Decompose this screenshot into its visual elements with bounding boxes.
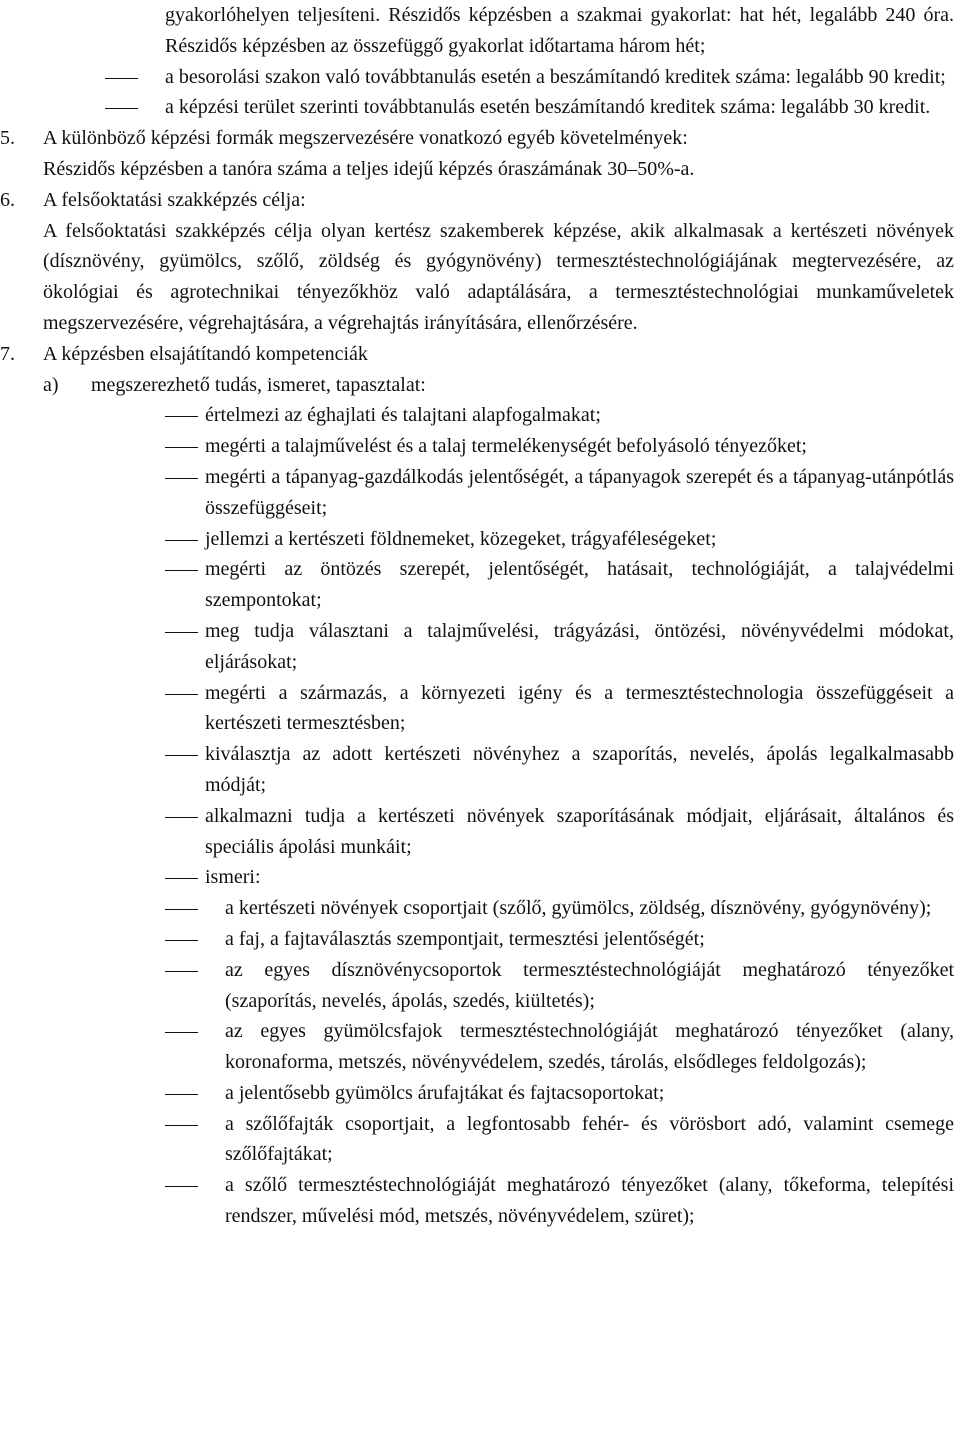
section-5-heading — [0, 123, 954, 154]
list-item-text: ismeri: — [205, 866, 261, 889]
list-item — [43, 1109, 954, 1171]
intro-text: gyakorlóhelyen teljesíteni. Részidős képzésben a szakmai gyakorlat: hat hét, legalább 240 óra. Részidős képzésben az összefüggő gyakorlat időtartama három hét; — [165, 4, 954, 57]
list-item-text: az egyes gyümölcsfajok termesztéstechnológiáját meghatározó tényezőket (alany, koronaforma, metszés, növényvédelem, szedés, tárolás, elsődleges feldolgozás); — [225, 1020, 954, 1074]
list-item — [43, 62, 954, 93]
list-item — [43, 739, 954, 801]
list-item — [43, 400, 954, 431]
list-item — [43, 462, 954, 524]
list-item — [43, 924, 954, 955]
list-item — [43, 1016, 954, 1078]
section-title: A képzésben elsajátítandó kompetenciák — [43, 342, 368, 365]
list-item-text: alkalmazni tudja a kertészeti növények szaporításának módjait, eljárásait, általános és speciális ápolási munkáit; — [205, 804, 954, 858]
list-item — [43, 1170, 954, 1232]
list-item-text: megérti a talajművelést és a talaj termelékenységét befolyásoló tényezőket; — [205, 435, 807, 458]
list-item — [43, 431, 954, 462]
subsection-label: a) — [43, 373, 59, 396]
list-item — [43, 893, 954, 924]
list-item-text: a jelentősebb gyümölcs árufajtákat és fajtacsoportokat; — [225, 1081, 665, 1104]
list-item-text: az egyes dísznövénycsoportok termesztéstechnológiáját meghatározó tényezőket (szaporítás, nevelés, ápolás, szedés, kiültetés); — [225, 958, 954, 1012]
list-item-text: értelmezi az éghajlati és talajtani alapfogalmakat; — [205, 404, 601, 427]
section-number: 7. — [0, 342, 15, 365]
list-item — [43, 862, 954, 893]
list-item-text: a szőlő termesztéstechnológiáját meghatározó tényezőket (alany, tőkeforma, telepítési rendszer, művelési mód, metszés, növényvédelem, szüret); — [225, 1174, 954, 1228]
section-6-heading — [0, 185, 954, 216]
section-6-text: A felsőoktatási szakképzés célja olyan kertész szakemberek képzése, akik alkalmasak a kertészeti növények (dísznövény, gyümölcs, szőlő, zöldség és gyógynövény) termesztéstechnológiájának megtervezésére, az ökológiai és agrotechnikai tényezőkhöz való adaptálására, a termesztéstechnológiai munkaműveletek megszervezésére, végrehajtására, a végrehajtás irányítására, ellenőrzésére. — [43, 219, 954, 334]
list-item-text: a képzési terület szerinti továbbtanulás esetén beszámítandó kreditek száma: legalább 30 kredit. — [165, 96, 931, 119]
list-item — [43, 554, 954, 616]
section-5-text: Részidős képzésben a tanóra száma a teljes idejű képzés óraszámának 30–50%-a. — [43, 157, 695, 180]
list-item-text: a kertészeti növények csoportjait (szőlő, gyümölcs, zöldség, dísznövény, gyógynövény); — [225, 897, 932, 920]
list-item-text: meg tudja választani a talajművelési, trágyázási, öntözési, növényvédelmi módokat, eljárásokat; — [205, 619, 954, 673]
section-7-heading — [0, 339, 954, 370]
list-item — [43, 92, 954, 123]
list-item-text: kiválasztja az adott kertészeti növényhez a szaporítás, nevelés, ápolás legalkalmasabb módját; — [205, 743, 954, 796]
list-item — [43, 678, 954, 740]
subsection-title: megszerezhető tudás, ismeret, tapasztalat: — [91, 373, 426, 396]
list-item — [43, 955, 954, 1017]
list-item-text: megérti a tápanyag-gazdálkodás jelentőségét, a tápanyagok szerepét és a tápanyag-utánpótlás összefüggéseit; — [205, 465, 954, 519]
ismeri-list — [43, 893, 954, 1232]
list-item-text: a besorolási szakon való továbbtanulás esetén a beszámítandó kreditek száma: legalább 90 kredit; — [165, 65, 946, 88]
list-item-text: megérti a származás, a környezeti igény és a termesztéstechnologia összefüggéseit a kertészeti termesztésben; — [205, 681, 954, 735]
list-item — [43, 1078, 954, 1109]
subsection-a-heading — [43, 370, 954, 401]
list-item-text: a szőlőfajták csoportjait, a legfontosabb fehér- és vörösbort adó, valamint csemege szőlőfajtákat; — [225, 1112, 954, 1166]
section-title: A különböző képzési formák megszervezésére vonatkozó egyéb követelmények: — [43, 127, 688, 150]
competency-list — [43, 400, 954, 893]
list-item — [43, 616, 954, 678]
list-item — [43, 801, 954, 863]
list-item-text: a faj, a fajtaválasztás szempontjait, termesztési jelentőségét; — [225, 927, 705, 950]
intro-paragraph — [43, 0, 954, 62]
list-item-text: megérti az öntözés szerepét, jelentőségét, hatásait, technológiáját, a talajvédelmi szempontokat; — [205, 558, 954, 612]
list-item — [43, 524, 954, 555]
section-number: 5. — [0, 127, 15, 150]
section-number: 6. — [0, 188, 15, 211]
section-title: A felsőoktatási szakképzés célja: — [43, 188, 306, 211]
list-item-text: jellemzi a kertészeti földnemeket, közegeket, trágyaféleségeket; — [205, 527, 717, 550]
